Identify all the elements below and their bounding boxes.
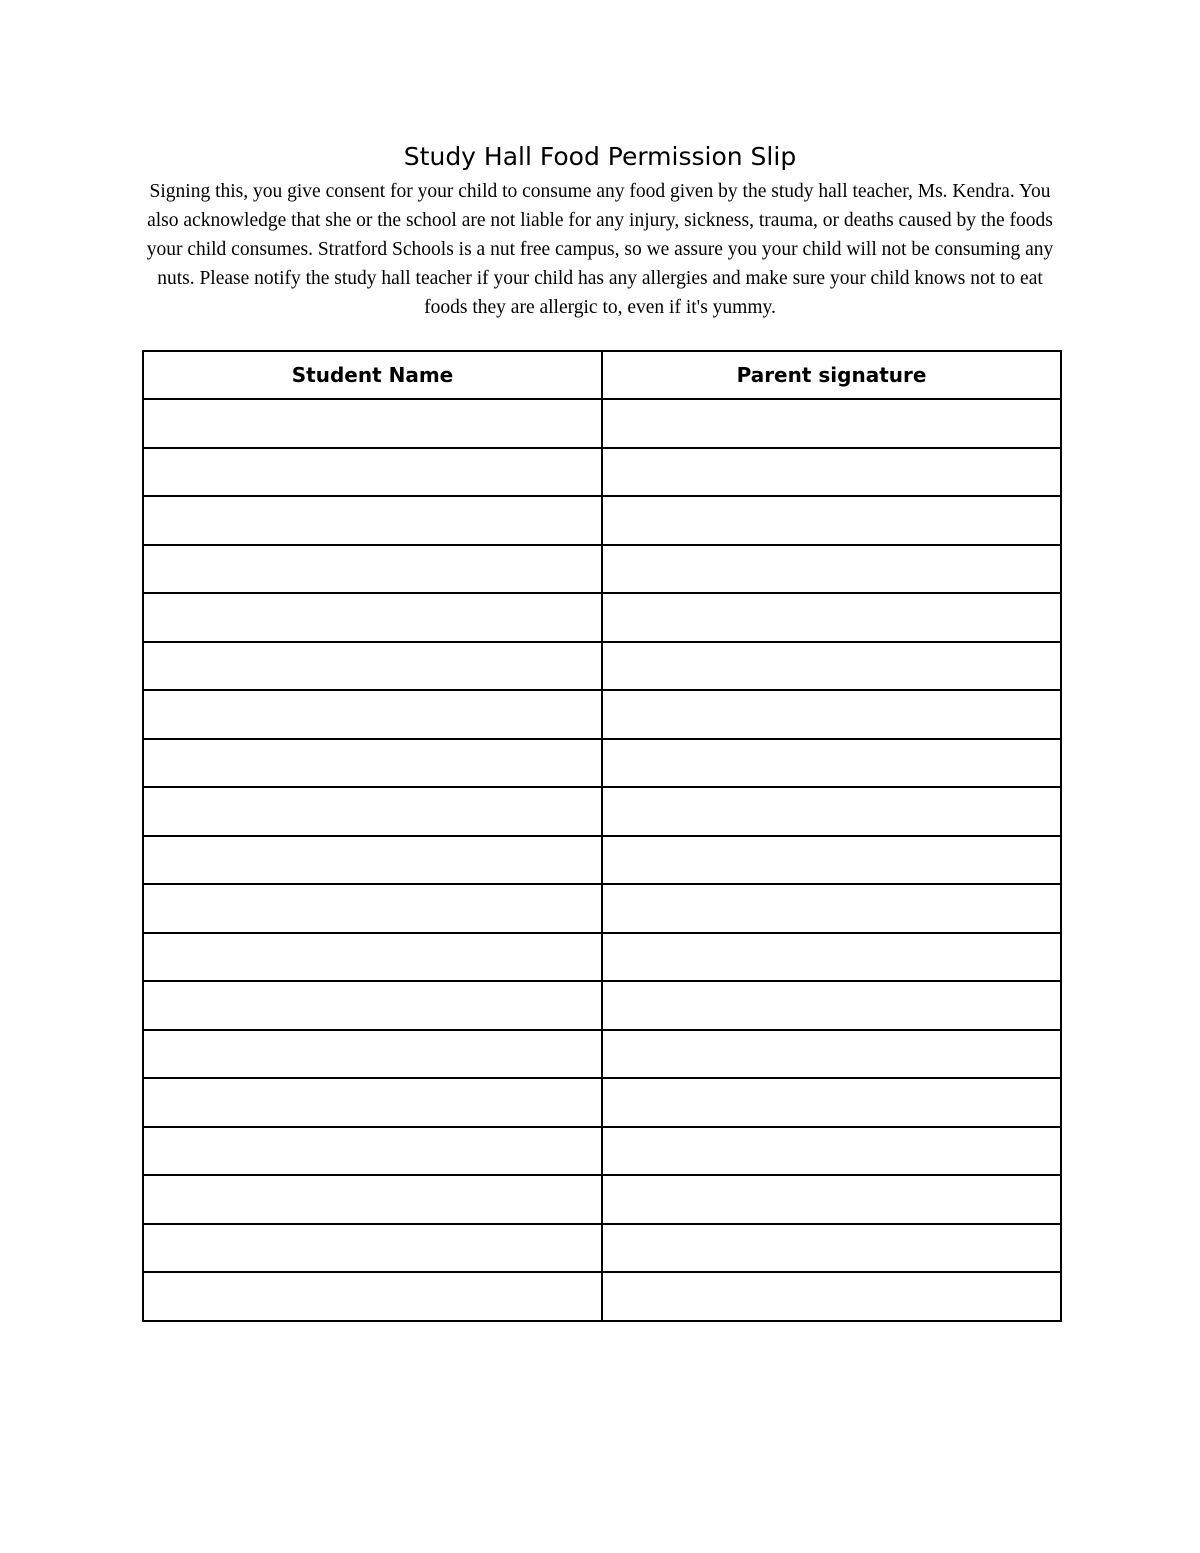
student-name-cell[interactable] (143, 690, 602, 739)
student-name-cell[interactable] (143, 981, 602, 1030)
parent-signature-cell[interactable] (602, 1127, 1061, 1176)
parent-signature-cell[interactable] (602, 448, 1061, 497)
student-name-cell[interactable] (143, 836, 602, 885)
parent-signature-cell[interactable] (602, 933, 1061, 982)
table-row (143, 1127, 1061, 1176)
table-row (143, 981, 1061, 1030)
student-name-cell[interactable] (143, 884, 602, 933)
student-name-cell[interactable] (143, 1224, 602, 1273)
table-row (143, 593, 1061, 642)
parent-signature-cell[interactable] (602, 787, 1061, 836)
student-name-cell[interactable] (143, 448, 602, 497)
table-row (143, 690, 1061, 739)
parent-signature-cell[interactable] (602, 1030, 1061, 1079)
table-row (143, 1175, 1061, 1224)
table-row (143, 1272, 1061, 1321)
table-row (143, 1030, 1061, 1079)
parent-signature-cell[interactable] (602, 1272, 1061, 1321)
parent-signature-cell[interactable] (602, 1175, 1061, 1224)
parent-signature-cell[interactable] (602, 739, 1061, 788)
table-row (143, 642, 1061, 691)
parent-signature-cell[interactable] (602, 545, 1061, 594)
parent-signature-cell[interactable] (602, 884, 1061, 933)
table-row (143, 933, 1061, 982)
student-name-cell[interactable] (143, 1272, 602, 1321)
column-header-student-name: Student Name (143, 351, 602, 399)
parent-signature-cell[interactable] (602, 836, 1061, 885)
consent-paragraph: Signing this, you give consent for your child to consume any food given by the study hall teacher, Ms. Kendra. You also acknowledge that she or the school are not liable for any injury, sickness, trauma, or deaths caused by the foods your child consumes. Stratford Schools is a nut free campus, so we assure you your child will not be consuming any nuts. Please notify the study hall teacher if your child has any allergies and make sure your child knows not to eat foods they are allergic to, even if it's yummy. (146, 181, 1054, 318)
table-body (143, 399, 1061, 1321)
parent-signature-cell[interactable] (602, 593, 1061, 642)
student-name-cell[interactable] (143, 1078, 602, 1127)
table-row (143, 545, 1061, 594)
student-name-cell[interactable] (143, 496, 602, 545)
parent-signature-cell[interactable] (602, 1078, 1061, 1127)
table-row (143, 496, 1061, 545)
table-row (143, 1078, 1061, 1127)
parent-signature-cell[interactable] (602, 642, 1061, 691)
table-header-row (143, 351, 1061, 399)
parent-signature-cell[interactable] (602, 496, 1061, 545)
student-name-cell[interactable] (143, 739, 602, 788)
student-name-cell[interactable] (143, 642, 602, 691)
table-row (143, 739, 1061, 788)
student-name-cell[interactable] (143, 1127, 602, 1176)
student-name-cell[interactable] (143, 933, 602, 982)
student-name-cell[interactable] (143, 787, 602, 836)
student-name-cell[interactable] (143, 545, 602, 594)
table-row (143, 399, 1061, 448)
signature-table (142, 350, 1062, 1322)
student-name-cell[interactable] (143, 1175, 602, 1224)
column-header-parent-signature: Parent signature (602, 351, 1061, 399)
table-row (143, 1224, 1061, 1273)
parent-signature-cell[interactable] (602, 1224, 1061, 1273)
table-row (143, 836, 1061, 885)
student-name-cell[interactable] (143, 593, 602, 642)
student-name-cell[interactable] (143, 399, 602, 448)
table-row (143, 787, 1061, 836)
student-name-cell[interactable] (143, 1030, 602, 1079)
page-title: Study Hall Food Permission Slip (403, 142, 797, 171)
parent-signature-cell[interactable] (602, 981, 1061, 1030)
table-row (143, 884, 1061, 933)
parent-signature-cell[interactable] (602, 399, 1061, 448)
table-row (143, 448, 1061, 497)
parent-signature-cell[interactable] (602, 690, 1061, 739)
